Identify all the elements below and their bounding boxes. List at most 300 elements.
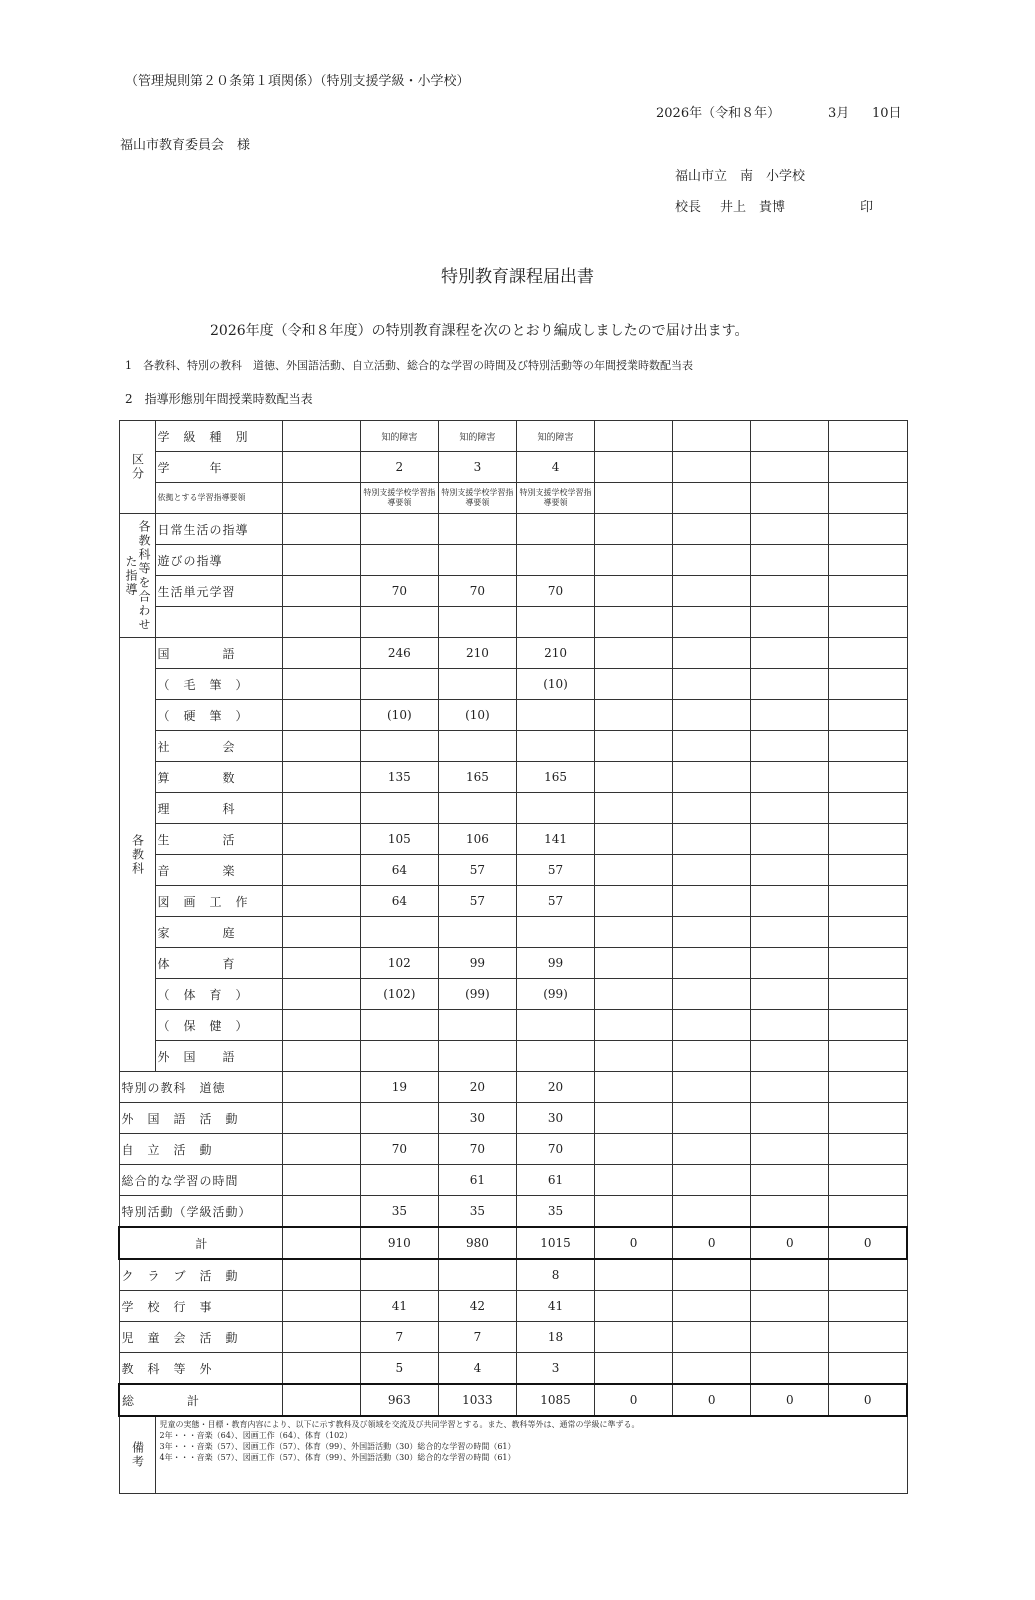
blank-cell <box>282 700 360 731</box>
table-row <box>119 607 907 638</box>
value-cell <box>751 700 829 731</box>
value-cell <box>751 514 829 545</box>
value-cell <box>829 514 907 545</box>
value-cell: 0 <box>751 1384 829 1416</box>
value-cell: 特別支援学校学習指導要領 <box>360 483 438 514</box>
value-cell: 980 <box>438 1227 516 1259</box>
table-row <box>119 824 907 855</box>
value-cell: 0 <box>595 1384 673 1416</box>
value-cell <box>751 1322 829 1353</box>
value-cell <box>829 545 907 576</box>
value-cell <box>360 793 438 824</box>
table-row <box>119 483 907 514</box>
value-cell: 30 <box>516 1103 594 1134</box>
value-cell <box>595 700 673 731</box>
value-cell <box>516 731 594 762</box>
value-cell <box>829 1196 907 1228</box>
value-cell: 57 <box>438 855 516 886</box>
value-cell: 0 <box>595 1227 673 1259</box>
blank-cell <box>282 762 360 793</box>
value-cell: 57 <box>516 855 594 886</box>
value-cell <box>438 731 516 762</box>
value-cell <box>673 638 751 669</box>
value-cell: 64 <box>360 855 438 886</box>
value-cell <box>829 824 907 855</box>
value-cell <box>673 855 751 886</box>
value-cell <box>673 483 751 514</box>
value-cell <box>829 576 907 607</box>
date-year: 2026年（令和８年） <box>656 106 781 121</box>
value-cell <box>516 545 594 576</box>
value-cell: 70 <box>438 1134 516 1165</box>
value-cell: 35 <box>516 1196 594 1228</box>
value-cell <box>595 917 673 948</box>
value-cell <box>595 1103 673 1134</box>
value-cell: 7 <box>438 1322 516 1353</box>
value-cell: 70 <box>360 1134 438 1165</box>
value-cell <box>673 1041 751 1072</box>
value-cell <box>751 1010 829 1041</box>
value-cell <box>751 669 829 700</box>
row-label: 特別の教科 道徳 <box>119 1072 282 1103</box>
value-cell: 35 <box>360 1196 438 1228</box>
row-label: （ 毛 筆 ） <box>155 669 282 700</box>
row-label: 自 立 活 動 <box>119 1134 282 1165</box>
value-cell <box>595 824 673 855</box>
value-cell <box>673 824 751 855</box>
table-row <box>119 514 907 545</box>
remarks-label: 備考 <box>119 1416 155 1494</box>
table-row <box>119 545 907 576</box>
value-cell <box>673 607 751 638</box>
value-cell <box>595 979 673 1010</box>
value-cell: 18 <box>516 1322 594 1353</box>
remark-line: 4年・・・音楽（57）、図画工作（57）、体育（99）、外国語活動（30）総合的な学習の時間（61） <box>159 1453 516 1462</box>
value-cell: 特別支援学校学習指導要領 <box>516 483 594 514</box>
value-cell <box>751 545 829 576</box>
value-cell <box>595 421 673 452</box>
value-cell: 0 <box>673 1227 751 1259</box>
remark-line: 児童の実態・目標・教育内容により、以下に示す教科及び領域を交流及び共同学習とする。また、教科等外は、通常の学級に準ずる。 <box>159 1420 640 1429</box>
value-cell: 5 <box>360 1353 438 1385</box>
value-cell: 70 <box>516 576 594 607</box>
row-label: 外 国 語 <box>155 1041 282 1072</box>
value-cell <box>829 452 907 483</box>
blank-cell <box>282 855 360 886</box>
value-cell <box>751 1072 829 1103</box>
value-cell: 知的障害 <box>438 421 516 452</box>
row-label: 日常生活の指導 <box>155 514 282 545</box>
value-cell <box>360 917 438 948</box>
value-cell <box>673 1259 751 1291</box>
value-cell <box>595 1165 673 1196</box>
blank-cell <box>282 1072 360 1103</box>
value-cell <box>673 886 751 917</box>
school-name: 福山市立 南 小学校 <box>675 169 806 184</box>
group-kubun: 区分 <box>119 421 155 514</box>
addressee: 福山市教育委員会 様 <box>120 138 251 153</box>
table-row <box>119 1291 907 1322</box>
group-awase: 各教科等を合わせた指導 <box>119 514 155 638</box>
date-month: 3月 <box>828 106 850 121</box>
value-cell <box>829 1134 907 1165</box>
blank-cell <box>282 1384 360 1416</box>
value-cell <box>516 1041 594 1072</box>
value-cell <box>829 979 907 1010</box>
value-cell <box>360 545 438 576</box>
blank-cell <box>282 1227 360 1259</box>
value-cell <box>595 1353 673 1385</box>
table-row <box>119 1322 907 1353</box>
table-row <box>119 452 907 483</box>
value-cell <box>673 700 751 731</box>
value-cell: 165 <box>516 762 594 793</box>
value-cell <box>595 638 673 669</box>
value-cell <box>360 669 438 700</box>
table-row <box>119 886 907 917</box>
value-cell: 57 <box>438 886 516 917</box>
hours-table <box>118 420 908 1494</box>
row-label: 理 科 <box>155 793 282 824</box>
blank-cell <box>282 1103 360 1134</box>
value-cell <box>595 545 673 576</box>
value-cell: 0 <box>829 1227 907 1259</box>
value-cell <box>516 607 594 638</box>
value-cell <box>751 793 829 824</box>
value-cell <box>673 1010 751 1041</box>
row-label: 生 活 <box>155 824 282 855</box>
value-cell <box>673 762 751 793</box>
remarks-row <box>119 1416 907 1494</box>
value-cell <box>438 545 516 576</box>
value-cell <box>438 793 516 824</box>
value-cell <box>751 1134 829 1165</box>
value-cell: 41 <box>516 1291 594 1322</box>
blank-cell <box>282 979 360 1010</box>
value-cell <box>595 1134 673 1165</box>
value-cell: 35 <box>438 1196 516 1228</box>
table-row <box>119 948 907 979</box>
value-cell <box>751 1041 829 1072</box>
row-label: （ 体 育 ） <box>155 979 282 1010</box>
value-cell: 102 <box>360 948 438 979</box>
item-1: 1 各教科、特別の教科 道徳、外国語活動、自立活動、総合的な学習の時間及び特別活動等の年間授業時数配当表 <box>125 359 693 372</box>
value-cell: 0 <box>751 1227 829 1259</box>
value-cell <box>751 762 829 793</box>
value-cell <box>829 669 907 700</box>
value-cell <box>829 793 907 824</box>
value-cell: 141 <box>516 824 594 855</box>
row-label: 国 語 <box>155 638 282 669</box>
table-row <box>119 1227 907 1259</box>
value-cell <box>751 1103 829 1134</box>
value-cell <box>516 700 594 731</box>
value-cell <box>595 731 673 762</box>
intro-text: 2026年度（令和８年度）の特別教育課程を次のとおり編成しましたので届け出ます。 <box>210 323 749 339</box>
table-row <box>119 1384 907 1416</box>
value-cell <box>829 1322 907 1353</box>
value-cell <box>673 452 751 483</box>
blank-cell <box>282 638 360 669</box>
value-cell <box>438 917 516 948</box>
blank-cell <box>282 731 360 762</box>
value-cell <box>595 576 673 607</box>
value-cell <box>673 1103 751 1134</box>
value-cell: 0 <box>673 1384 751 1416</box>
row-label: 教 科 等 外 <box>119 1353 282 1385</box>
value-cell <box>673 731 751 762</box>
value-cell <box>829 1010 907 1041</box>
value-cell: 4 <box>438 1353 516 1385</box>
value-cell <box>360 1041 438 1072</box>
value-cell <box>595 886 673 917</box>
blank-cell <box>282 793 360 824</box>
table-row <box>119 1259 907 1291</box>
value-cell <box>360 1165 438 1196</box>
value-cell: 1015 <box>516 1227 594 1259</box>
value-cell: 57 <box>516 886 594 917</box>
value-cell <box>595 669 673 700</box>
value-cell: 61 <box>438 1165 516 1196</box>
value-cell <box>829 917 907 948</box>
regulation-note: （管理規則第２０条第１項関係）（特別支援学級・小学校） <box>125 74 470 89</box>
value-cell <box>829 1041 907 1072</box>
value-cell: 64 <box>360 886 438 917</box>
blank-cell <box>282 1196 360 1228</box>
table-row <box>119 700 907 731</box>
value-cell <box>360 731 438 762</box>
blank-cell <box>282 1134 360 1165</box>
blank-cell <box>282 452 360 483</box>
value-cell: 知的障害 <box>516 421 594 452</box>
row-label: 学 級 種 別 <box>155 421 282 452</box>
value-cell <box>829 1165 907 1196</box>
table-row <box>119 1196 907 1228</box>
value-cell <box>673 1353 751 1385</box>
value-cell <box>673 1291 751 1322</box>
value-cell <box>516 917 594 948</box>
value-cell <box>829 607 907 638</box>
date-day: 10日 <box>872 106 902 121</box>
value-cell <box>673 1072 751 1103</box>
value-cell <box>516 793 594 824</box>
value-cell <box>829 421 907 452</box>
value-cell <box>829 886 907 917</box>
value-cell: 1085 <box>516 1384 594 1416</box>
value-cell: 4 <box>516 452 594 483</box>
value-cell <box>673 979 751 1010</box>
remark-line: 2年・・・音楽（64）、図画工作（64）、体育（102） <box>159 1431 353 1440</box>
table-row <box>119 1165 907 1196</box>
value-cell: 70 <box>438 576 516 607</box>
value-cell <box>829 483 907 514</box>
value-cell <box>751 1353 829 1385</box>
value-cell: 8 <box>516 1259 594 1291</box>
value-cell <box>673 514 751 545</box>
value-cell: 135 <box>360 762 438 793</box>
row-label: 遊びの指導 <box>155 545 282 576</box>
table-row <box>119 669 907 700</box>
value-cell <box>673 917 751 948</box>
value-cell: (99) <box>438 979 516 1010</box>
value-cell <box>829 948 907 979</box>
value-cell <box>751 452 829 483</box>
table-row <box>119 917 907 948</box>
value-cell: 106 <box>438 824 516 855</box>
blank-cell <box>282 1010 360 1041</box>
value-cell <box>829 1103 907 1134</box>
value-cell: 7 <box>360 1322 438 1353</box>
value-cell <box>438 1041 516 1072</box>
row-label: 依拠とする学習指導要領 <box>155 483 282 514</box>
value-cell: (10) <box>438 700 516 731</box>
value-cell <box>595 514 673 545</box>
table-row <box>119 762 907 793</box>
blank-cell <box>282 948 360 979</box>
blank-cell <box>282 1353 360 1385</box>
value-cell: 19 <box>360 1072 438 1103</box>
table-row <box>119 793 907 824</box>
table-row <box>119 1041 907 1072</box>
value-cell <box>595 1259 673 1291</box>
row-label: 外 国 語 活 動 <box>119 1103 282 1134</box>
row-label: 学 年 <box>155 452 282 483</box>
row-label: 社 会 <box>155 731 282 762</box>
blank-cell <box>282 576 360 607</box>
row-label: 特別活動（学級活動） <box>119 1196 282 1228</box>
value-cell <box>595 483 673 514</box>
value-cell <box>829 731 907 762</box>
value-cell <box>673 1134 751 1165</box>
row-label: 家 庭 <box>155 917 282 948</box>
value-cell <box>516 514 594 545</box>
principal-label: 校長 <box>675 200 702 215</box>
value-cell <box>673 669 751 700</box>
value-cell: 963 <box>360 1384 438 1416</box>
value-cell <box>673 1196 751 1228</box>
value-cell: (99) <box>516 979 594 1010</box>
remark-line: 3年・・・音楽（57）、図画工作（57）、体育（99）、外国語活動（30）総合的な学習の時間（61） <box>159 1442 516 1451</box>
remarks-content <box>155 1416 907 1494</box>
value-cell <box>673 576 751 607</box>
table-row <box>119 638 907 669</box>
value-cell: 0 <box>829 1384 907 1416</box>
value-cell <box>829 1291 907 1322</box>
row-label: （ 硬 筆 ） <box>155 700 282 731</box>
value-cell <box>595 1322 673 1353</box>
row-label: 生活単元学習 <box>155 576 282 607</box>
table-row <box>119 1353 907 1385</box>
value-cell: 99 <box>516 948 594 979</box>
value-cell <box>595 948 673 979</box>
value-cell <box>829 1072 907 1103</box>
row-label: 総 計 <box>119 1384 282 1416</box>
value-cell <box>829 1259 907 1291</box>
value-cell <box>751 731 829 762</box>
value-cell <box>751 1291 829 1322</box>
row-label: 図 画 工 作 <box>155 886 282 917</box>
value-cell <box>751 638 829 669</box>
value-cell <box>673 545 751 576</box>
table-row <box>119 1072 907 1103</box>
item-2: 2 指導形態別年間授業時数配当表 <box>125 392 313 406</box>
value-cell: 3 <box>438 452 516 483</box>
table-row <box>119 1010 907 1041</box>
value-cell <box>360 1010 438 1041</box>
table-row <box>119 979 907 1010</box>
blank-cell <box>282 514 360 545</box>
table-row <box>119 1134 907 1165</box>
value-cell <box>751 824 829 855</box>
blank-cell <box>282 1165 360 1196</box>
value-cell <box>751 1196 829 1228</box>
table-row <box>119 576 907 607</box>
value-cell <box>438 607 516 638</box>
value-cell <box>751 917 829 948</box>
value-cell <box>595 1291 673 1322</box>
value-cell <box>595 607 673 638</box>
value-cell <box>751 421 829 452</box>
value-cell <box>595 793 673 824</box>
blank-cell <box>282 1322 360 1353</box>
blank-cell <box>282 1291 360 1322</box>
blank-cell <box>282 824 360 855</box>
value-cell: (102) <box>360 979 438 1010</box>
value-cell: 特別支援学校学習指導要領 <box>438 483 516 514</box>
value-cell: 3 <box>516 1353 594 1385</box>
value-cell <box>751 886 829 917</box>
value-cell <box>438 1010 516 1041</box>
blank-cell <box>282 421 360 452</box>
value-cell <box>595 1010 673 1041</box>
value-cell: 42 <box>438 1291 516 1322</box>
value-cell <box>751 607 829 638</box>
value-cell: 210 <box>438 638 516 669</box>
blank-cell <box>282 886 360 917</box>
row-label: 計 <box>119 1227 282 1259</box>
value-cell: 2 <box>360 452 438 483</box>
row-label: 算 数 <box>155 762 282 793</box>
value-cell <box>829 700 907 731</box>
value-cell <box>751 483 829 514</box>
value-cell <box>595 1072 673 1103</box>
group-kyoka: 各教科 <box>119 638 155 1072</box>
blank-cell <box>282 669 360 700</box>
value-cell <box>829 638 907 669</box>
value-cell <box>595 1196 673 1228</box>
row-label: 音 楽 <box>155 855 282 886</box>
value-cell <box>673 1165 751 1196</box>
value-cell <box>516 1010 594 1041</box>
blank-cell <box>282 607 360 638</box>
value-cell <box>438 1259 516 1291</box>
value-cell: 105 <box>360 824 438 855</box>
principal-name: 井上 貴博 <box>720 200 786 215</box>
row-label: 児 童 会 活 動 <box>119 1322 282 1353</box>
row-label: ク ラ ブ 活 動 <box>119 1259 282 1291</box>
table-row <box>119 855 907 886</box>
value-cell: 20 <box>516 1072 594 1103</box>
value-cell <box>829 1353 907 1385</box>
value-cell <box>360 514 438 545</box>
value-cell: 1033 <box>438 1384 516 1416</box>
value-cell <box>751 576 829 607</box>
value-cell: 30 <box>438 1103 516 1134</box>
row-label: 総合的な学習の時間 <box>119 1165 282 1196</box>
value-cell: 910 <box>360 1227 438 1259</box>
value-cell: 知的障害 <box>360 421 438 452</box>
value-cell <box>751 979 829 1010</box>
